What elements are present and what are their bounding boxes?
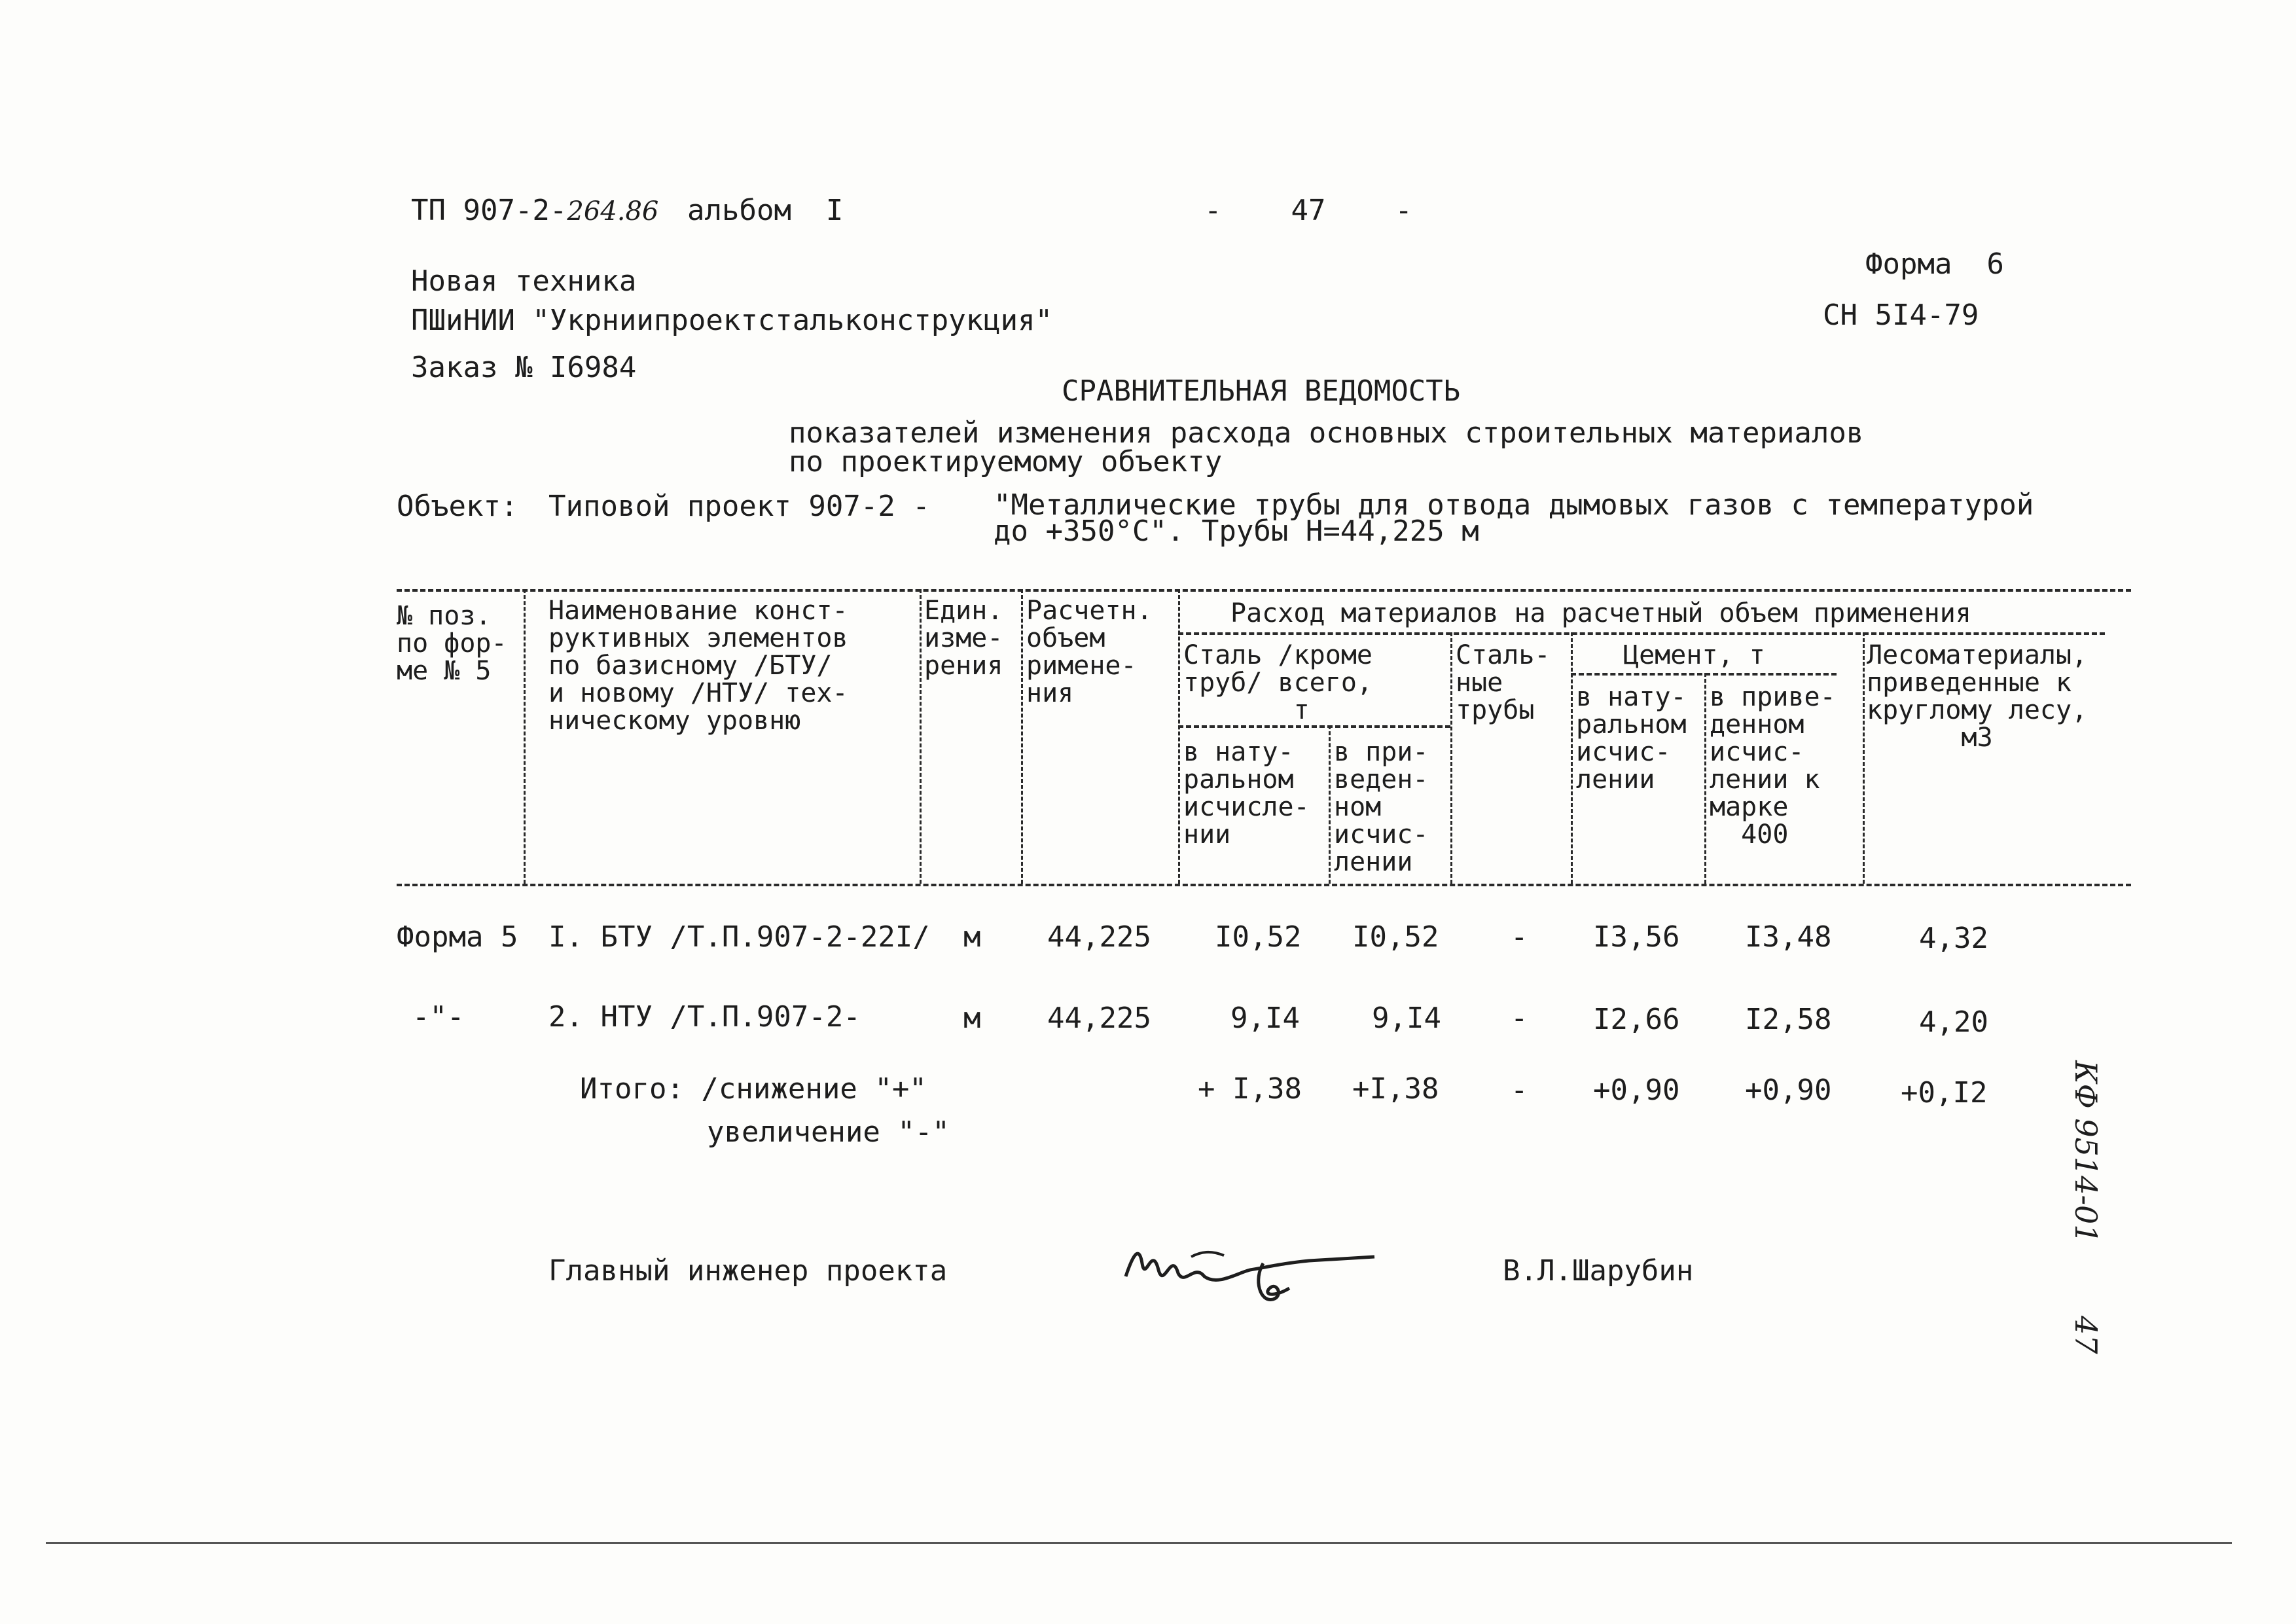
header-cement-reduced: в приве- денном исчис- лении к марке 400 <box>1710 682 1836 850</box>
header-steel-natural: в нату- ральном исчисле- нии <box>1183 737 1310 850</box>
doc-number <box>411 196 658 225</box>
object-project: Типовой проект 907-2 - <box>548 490 930 523</box>
row-cement-natural: I3,56 <box>1593 920 1680 954</box>
col-divider-4 <box>1178 589 1180 884</box>
total-steel-natural: + I,38 <box>1198 1072 1302 1106</box>
row-timber: 4,32 <box>1919 922 1988 955</box>
bottom-scan-rule <box>46 1542 2232 1544</box>
row-name: 2. НТУ /Т.П.907-2- <box>548 1000 861 1034</box>
header-pipes: Сталь- ные трубы <box>1456 640 1551 725</box>
total-timber: +0,I2 <box>1901 1076 1988 1110</box>
row-steel-natural: I0,52 <box>1215 920 1302 954</box>
row-unit: м <box>963 1001 981 1035</box>
row-steel-natural: 9,I4 <box>1230 1001 1300 1035</box>
col-divider-3 <box>1021 589 1023 884</box>
header-steel-reduced: в при- веден- ном исчис- лении <box>1334 737 1429 877</box>
object-label: Объект: <box>397 490 518 523</box>
steel-sub-rule <box>1178 725 1450 728</box>
col-divider-9 <box>1863 632 1865 884</box>
album-label: альбом I <box>687 194 844 227</box>
row-volume: 44,225 <box>1047 920 1151 954</box>
total-label-2: увеличение "-" <box>707 1115 950 1149</box>
header-volume: Расчетн. объем римене- ния <box>1026 596 1153 708</box>
header-pos: № поз. по фор- ме № 5 <box>397 601 507 686</box>
col-divider-8 <box>1704 673 1706 884</box>
header-cement-natural: в нату- ральном исчис- лении <box>1576 682 1687 795</box>
org-line-2: ПШиНИИ "Укрниипроектстальконструкция" <box>411 304 1053 337</box>
row-cement-reduced: I3,48 <box>1745 920 1832 954</box>
header-steel: Сталь /кроме труб/ всего, т <box>1183 640 1372 725</box>
side-page: 47 <box>2068 1316 2104 1354</box>
table-header-bottom-rule <box>397 884 2131 886</box>
doc-subtitle-1: показателей изменения расхода основных строительных материалов <box>789 416 1864 450</box>
row-volume: 44,225 <box>1047 1001 1151 1035</box>
standard-label: СН 5I4-79 <box>1823 298 1979 332</box>
row-unit: м <box>963 920 981 954</box>
col-divider-5 <box>1329 725 1331 884</box>
org-line-1: Новая техника <box>411 264 637 298</box>
header-unit: Един. изме- рения <box>924 596 1003 681</box>
header-timber: Лесоматериалы, приведенные к круглому лесу, м3 <box>1867 640 2088 753</box>
row-pipes: - <box>1511 920 1528 954</box>
doc-subtitle-2: по проектируемому объекту <box>789 445 1223 478</box>
col-divider-6 <box>1450 632 1452 884</box>
doc-number-handwritten: 264.86 <box>567 196 659 226</box>
cement-sub-rule <box>1571 673 1837 676</box>
group-header-rule <box>1178 632 2105 635</box>
signature-role: Главный инженер проекта <box>548 1254 948 1288</box>
side-code: КФ 9514-01 <box>2068 1060 2104 1244</box>
row-cement-natural: I2,66 <box>1593 1003 1680 1036</box>
row-steel-reduced: I0,52 <box>1352 920 1439 954</box>
row-name: I. БТУ /Т.П.907-2-22I/ <box>548 920 930 954</box>
row-timber: 4,20 <box>1919 1005 1988 1039</box>
total-pipes: - <box>1511 1074 1528 1107</box>
row-cement-reduced: I2,58 <box>1745 1003 1832 1036</box>
order-number: Заказ № I6984 <box>411 351 637 384</box>
col-divider-7 <box>1571 632 1573 884</box>
total-cement-reduced: +0,90 <box>1745 1074 1832 1107</box>
object-desc-2: до +350°С". Трубы Н=44,225 м <box>994 514 1479 548</box>
object-desc-1: "Металлические трубы для отвода дымовых газов с температурой <box>994 488 2034 522</box>
header-cement: Цемент, т <box>1623 640 1765 670</box>
total-label-1: Итого: /снижение "+" <box>580 1072 927 1106</box>
form-label: Форма 6 <box>1865 247 2004 281</box>
page-number: - 47 - <box>1204 194 1412 227</box>
row-steel-reduced: 9,I4 <box>1372 1001 1441 1035</box>
doc-number-prefix: ТП 907-2- <box>411 194 567 227</box>
col-divider-2 <box>920 589 922 884</box>
header-name: Наименование конст- руктивных элементов по базисному /БТУ/ и новому /НТУ/ тех- ническому уровню <box>548 596 848 736</box>
handwritten-signature <box>1113 1218 1388 1316</box>
signature-name: В.Л.Шарубин <box>1503 1254 1694 1288</box>
col-divider-1 <box>524 589 526 884</box>
row-pos: Форма 5 <box>397 920 518 954</box>
row-pipes: - <box>1511 1001 1528 1035</box>
total-steel-reduced: +I,38 <box>1352 1072 1439 1106</box>
table-top-rule <box>397 589 2131 592</box>
header-group: Расход материалов на расчетный объем применения <box>1230 598 1971 628</box>
doc-title: СРАВНИТЕЛЬНАЯ ВЕДОМОСТЬ <box>1062 374 1461 408</box>
row-pos: -"- <box>412 1000 465 1034</box>
total-cement-natural: +0,90 <box>1593 1074 1680 1107</box>
